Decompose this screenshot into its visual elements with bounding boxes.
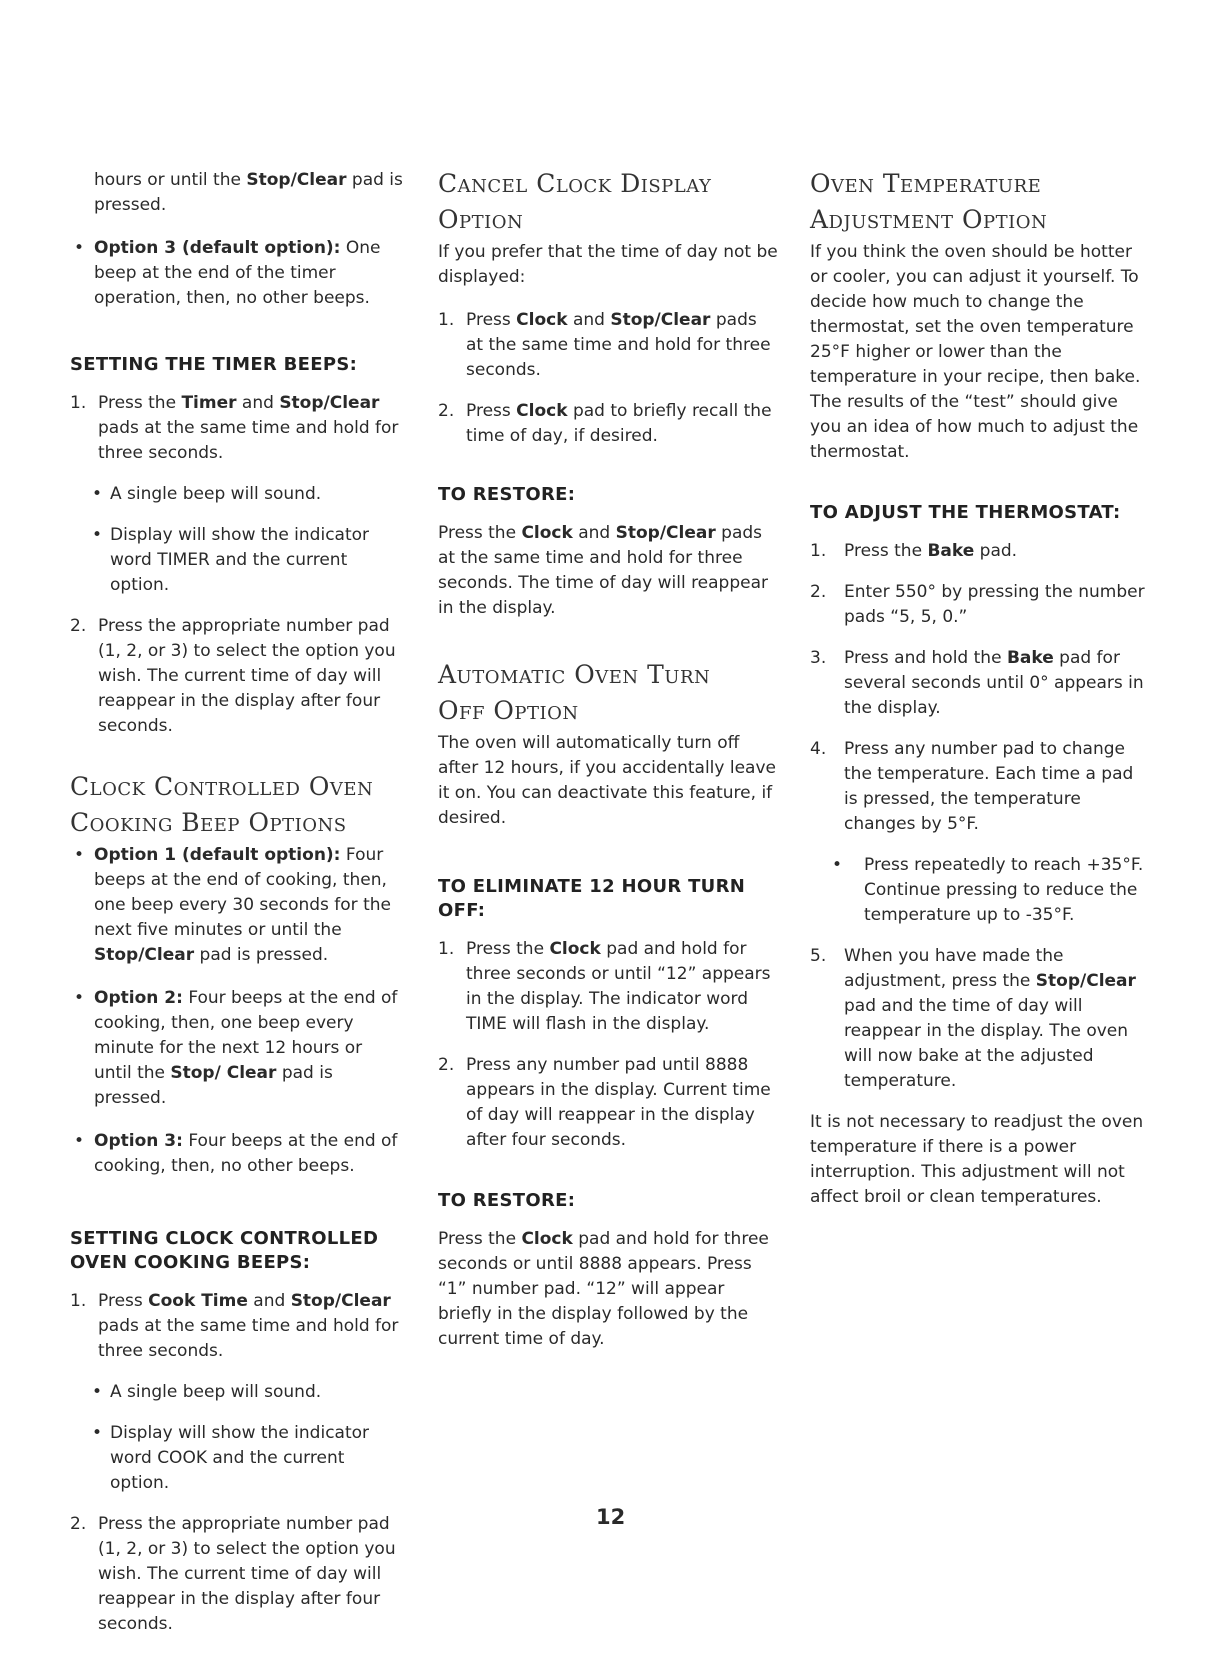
cook-step-2: 2. Press the appropriate number pad (1, 2, or 3) to select the option you wish. The current time of day will reappear in the display after four seconds. (70, 1514, 396, 1634)
timer-step-1: 1. Press the Timer and Stop/Clear pads at the same time and hold for three seconds. (70, 393, 399, 463)
adjust-step-2: 2. Enter 550° by pressing the number pads “5, 5, 0.” (810, 582, 1145, 627)
restore-text-2: Press the Clock pad and hold for three seconds or until 8888 appears. Press “1” number pad. “12” will appear briefly in the display followed by the current time of day. (438, 1229, 769, 1349)
auto-off-title-1: Automatic Oven Turn (438, 660, 711, 689)
cancel-clock-title-1: Cancel Clock Display (438, 169, 712, 198)
timer-option-3: • Option 3 (default option): One beep at the end of the timer operation, then, no other beeps. (70, 236, 405, 311)
cancel-step-2: 2. Press Clock pad to briefly recall the time of day, if desired. (438, 401, 772, 446)
adjust-step-4: 4. Press any number pad to change the temperature. Each time a pad is pressed, the temperature changes by 5°F. (810, 739, 1134, 834)
intro-paragraph: hours or until the Stop/Clear pad is pressed. (94, 170, 403, 215)
cancel-clock-intro: If you prefer that the time of day not be displayed: (438, 242, 778, 287)
timer-sub-2: • Display will show the indicator word TIMER and the current option. (70, 523, 405, 598)
setting-clock-beeps-heading: SETTING CLOCK CONTROLLED OVEN COOKING BEEPS: (70, 1228, 379, 1273)
eliminate-step-1: 1. Press the Clock pad and hold for three seconds or until “12” appears in the display. The indicator word TIME will flash in the display. (438, 939, 771, 1034)
eliminate-heading: TO ELIMINATE 12 HOUR TURN OFF: (438, 876, 746, 921)
clock-controlled-title-1: Clock Controlled Oven (70, 772, 374, 801)
adjust-thermostat-heading: TO ADJUST THE THERMOSTAT: (810, 502, 1121, 523)
cancel-clock-title-2: Option (438, 205, 524, 234)
auto-off-title-2: Off Option (438, 696, 579, 725)
column-right (810, 168, 1148, 1228)
cook-option-3: • Option 3: Four beeps at the end of cooking, then, no other beeps. (70, 1129, 405, 1179)
clock-controlled-title-2: Cooking Beep Options (70, 808, 347, 837)
restore-heading-1: TO RESTORE: (438, 484, 576, 505)
column-middle (438, 168, 778, 1370)
restore-heading-2: TO RESTORE: (438, 1190, 576, 1211)
cook-option-2: • Option 2: Four beeps at the end of cooking, then, one beep every minute for the next 12 hours or until the Stop/ Clear pad is pressed. (70, 986, 405, 1111)
oven-temp-text: If you think the oven should be hotter or cooler, you can adjust it yourself. To decide how much to change the thermostat, set the oven temperature 25°F higher or lower than the temperature in your recipe, then bake. The results of the “test” should give you an idea of how much to adjust the thermostat. (810, 242, 1141, 462)
timer-sub-1: • A single beep will sound. (70, 482, 405, 507)
adjust-step-1: 1. Press the Bake pad. (810, 541, 1018, 561)
cook-step-1: 1. Press Cook Time and Stop/Clear pads at the same time and hold for three seconds. (70, 1291, 399, 1361)
timer-step-2: 2. Press the appropriate number pad (1, 2, or 3) to select the option you wish. The current time of day will reappear in the display after four seconds. (70, 616, 396, 736)
auto-off-text: The oven will automatically turn off after 12 hours, if you accidentally leave it on. You can deactivate this feature, if desired. (438, 733, 776, 828)
closing-paragraph: It is not necessary to readjust the oven temperature if there is a power interruption. This adjustment will not affect broil or clean temperatures. (810, 1112, 1144, 1207)
column-left (70, 168, 405, 1653)
oven-temp-title-2: Adjustment Option (810, 205, 1048, 234)
cook-option-1: • Option 1 (default option): Four beeps at the end of cooking, then, one beep every 30 seconds for the next five minutes or until the Stop/Clear pad is pressed. (70, 843, 405, 968)
page-number: 12 (596, 1505, 626, 1529)
adjust-step-3: 3. Press and hold the Bake pad for several seconds until 0° appears in the display. (810, 648, 1144, 718)
eliminate-step-2: 2. Press any number pad until 8888 appears in the display. Current time of day will reappear in the display after four seconds. (438, 1055, 771, 1150)
restore-text-1: Press the Clock and Stop/Clear pads at the same time and hold for three seconds. The time of day will reappear in the display. (438, 523, 769, 618)
cook-sub-1: • A single beep will sound. (70, 1380, 405, 1405)
setting-timer-beeps-heading: SETTING THE TIMER BEEPS: (70, 354, 358, 375)
adjust-step-5: 5. When you have made the adjustment, press the Stop/Clear pad and the time of day will reappear in the display. The oven will now bake at the adjusted temperature. (810, 946, 1136, 1091)
cancel-step-1: 1. Press Clock and Stop/Clear pads at the same time and hold for three seconds. (438, 310, 771, 380)
oven-temp-title-1: Oven Temperature (810, 169, 1042, 198)
adjust-sub-1: • Press repeatedly to reach +35°F. Continue pressing to reduce the temperature up to -35°F. (810, 853, 1148, 928)
cook-sub-2: • Display will show the indicator word COOK and the current option. (70, 1421, 405, 1496)
